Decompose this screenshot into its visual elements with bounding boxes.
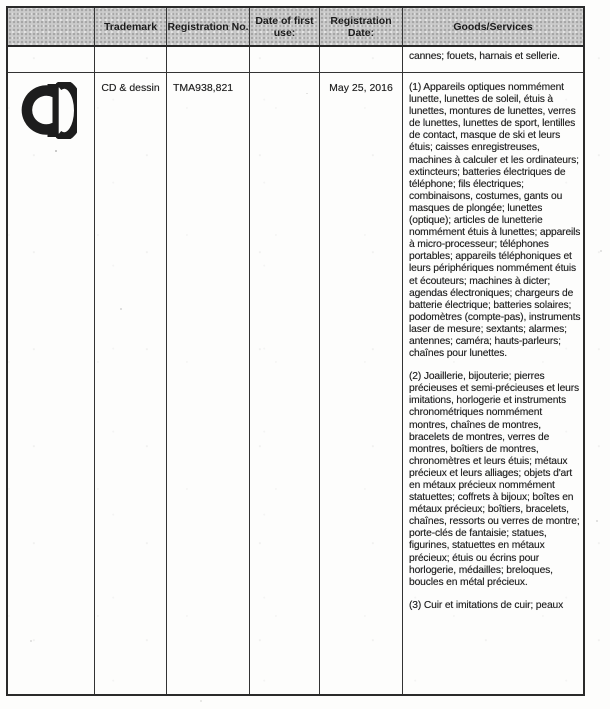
- header-registration-date-label: Registration Date:: [330, 14, 392, 39]
- trademark-name-cell: [95, 73, 167, 694]
- goods-paragraph-1: (1) Appareils optiques nommément lunette, lunettes de soleil, étuis à lunettes, montures de lunettes, verres de lunettes, lunettes de sport, lentilles de contact, masque de ski et leurs étuis; caisses enregistreuses, machines à calculer et les ordinateurs; extincteurs; batteries électriques de téléphone; fils électriques; combinaisons, costumes, gants ou masques de plongée; lunettes (optique); articles de lunetterie nommément étuis à lunettes; appareils à micro-processeur; téléphones portables; appareils téléphoniques et leurs périphériques nommément étuis et écouteurs; machines à dicter; agendas électroniques; chargeurs de batterie électrique; batteries solaires; podomètres (compte-pas), instruments laser de mesure; sextants; alarmes; antennes; caméra; hauts-parleurs; chaînes pour lunettes.: [409, 82, 581, 360]
- header-goods-services: [403, 8, 583, 47]
- registration-date-cell: [320, 73, 403, 694]
- continuation-trademark-cell: [95, 47, 167, 73]
- cd-monogram-logo-icon: [14, 82, 77, 139]
- scan-speckle: [600, 250, 602, 252]
- scan-speckle: [55, 150, 57, 152]
- trademark-logo-cell: [8, 73, 95, 694]
- continuation-goods-text: cannes; fouets, harnais et sellerie.: [409, 51, 560, 62]
- registration-date: May 25, 2016: [329, 82, 393, 94]
- header-date-of-first-use: [250, 8, 320, 47]
- header-registration-no: [167, 8, 250, 47]
- scan-speckle: [30, 640, 32, 642]
- continuation-registration-date-cell: [320, 47, 403, 73]
- registration-no: TMA938,821: [173, 82, 234, 94]
- header-cell-empty: [8, 8, 95, 47]
- header-date-of-first-use-label: Date of first use:: [255, 14, 314, 39]
- header-registration-date: [320, 8, 403, 47]
- header-trademark: [95, 8, 167, 47]
- continuation-goods-cell: [403, 47, 583, 73]
- header-registration-no-label: Registration No.: [167, 20, 249, 33]
- goods-paragraph-3: (3) Cuir et imitations de cuir; peaux: [409, 599, 564, 611]
- scan-speckle: [120, 308, 122, 310]
- goods-paragraph-2: (2) Joaillerie, bijouterie; pierres précieuses et semi-précieuses et leurs imitations, horlogerie et instruments chronométriques nommément montres, chaînes de montres, bracelets de montres, verres de montres, boîtiers de montres, chronomètres et leurs étuis; métaux précieux et leurs alliages; objets d'art en métaux précieux nommément statuettes; coffrets à bijoux; boîtes en métaux précieux; boîtiers, bracelets, chaînes, ressorts ou verres de montre; porte-clés de fantaisie; statues, figurines, statuettes en métaux précieux; étuis ou écrins pour horlogerie, médailles; breloques, boucles en métal précieux.: [409, 371, 580, 588]
- trademark-table: [6, 6, 585, 696]
- date-of-first-use-cell: [250, 73, 320, 694]
- header-trademark-label: Trademark: [103, 20, 158, 33]
- scan-speckle: [200, 700, 202, 702]
- goods-services-cell: [403, 73, 583, 694]
- continuation-date-of-first-use-cell: [250, 47, 320, 73]
- continuation-registration-no-cell: [167, 47, 250, 73]
- scan-speckle: [596, 520, 598, 522]
- registration-no-cell: [167, 73, 250, 694]
- trademark-name: CD & dessin: [101, 82, 160, 94]
- scan-speckle: [306, 93, 308, 94]
- continuation-logo-cell: [8, 47, 95, 73]
- header-goods-services-label: Goods/Services: [453, 20, 533, 33]
